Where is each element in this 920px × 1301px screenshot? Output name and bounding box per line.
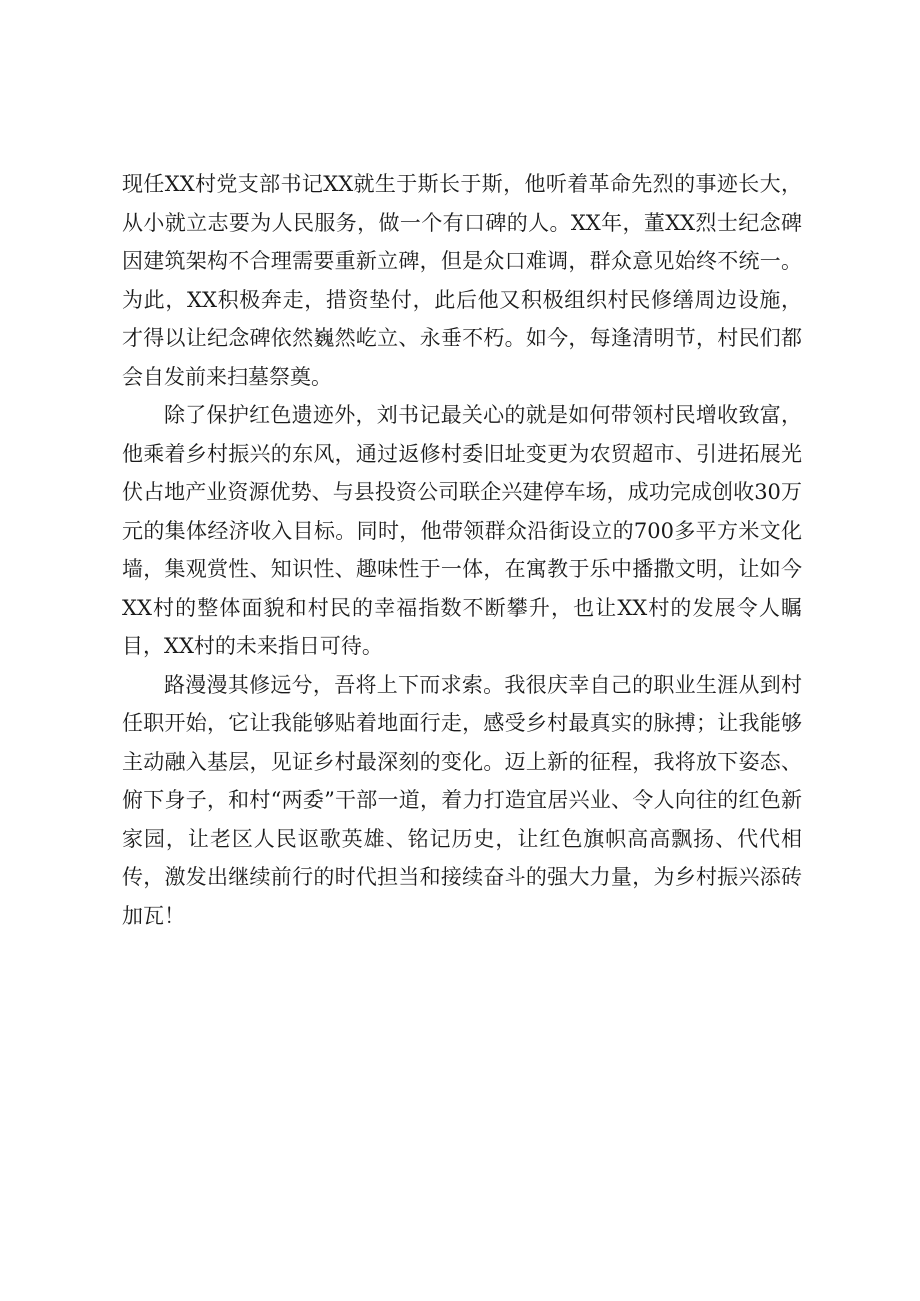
paragraph-1: 现任XX村党支部书记XX就生于斯长于斯，他听着革命先烈的事迹长大，从小就立志要为人民服务，做一个有口碑的人。XX年，董XX烈士纪念碑因建筑架构不合理需要重新立碑，但是众口难调，群众意见始终不统一。为此，XX积极奔走，措资垫付，此后他又积极组织村民修缮周边设施，才得以让纪念碑依然巍然屹立、永垂不朽。如今，每逢清明节，村民们都会自发前来扫墓祭奠。 <box>122 172 802 389</box>
paragraph-2: 除了保护红色遗迹外，刘书记最关心的就是如何带领村民增收致富，他乘着乡村振兴的东风，通过返修村委旧址变更为农贸超市、引进拓展光伏占地产业资源优势、与县投资公司联企兴建停车场，成功完成创收30万元的集体经济收入目标。同时，他带领群众沿街设立的700多平方米文化墙，集观赏性、知识性、趣味性于一体，在寓教于乐中播撒文明，让如今XX村的整体面貌和村民的幸福指数不断攀升，也让XX村的发展令人瞩目，XX村的未来指日可待。 <box>122 403 802 658</box>
document-body <box>122 165 802 935</box>
paragraph-3: 路漫漫其修远兮，吾将上下而求索。我很庆幸自己的职业生涯从到村任职开始，它让我能够贴着地面行走，感受乡村最真实的脉搏；让我能够主动融入基层，见证乡村最深刻的变化。迈上新的征程，我将放下姿态、俯下身子，和村“两委”干部一道，着力打造宜居兴业、令人向往的红色新家园，让老区人民讴歌英雄、铭记历史，让红色旗帜高高飘扬、代代相传，激发出继续前行的时代担当和接续奋斗的强大力量，为乡村振兴添砖加瓦！ <box>122 672 802 928</box>
